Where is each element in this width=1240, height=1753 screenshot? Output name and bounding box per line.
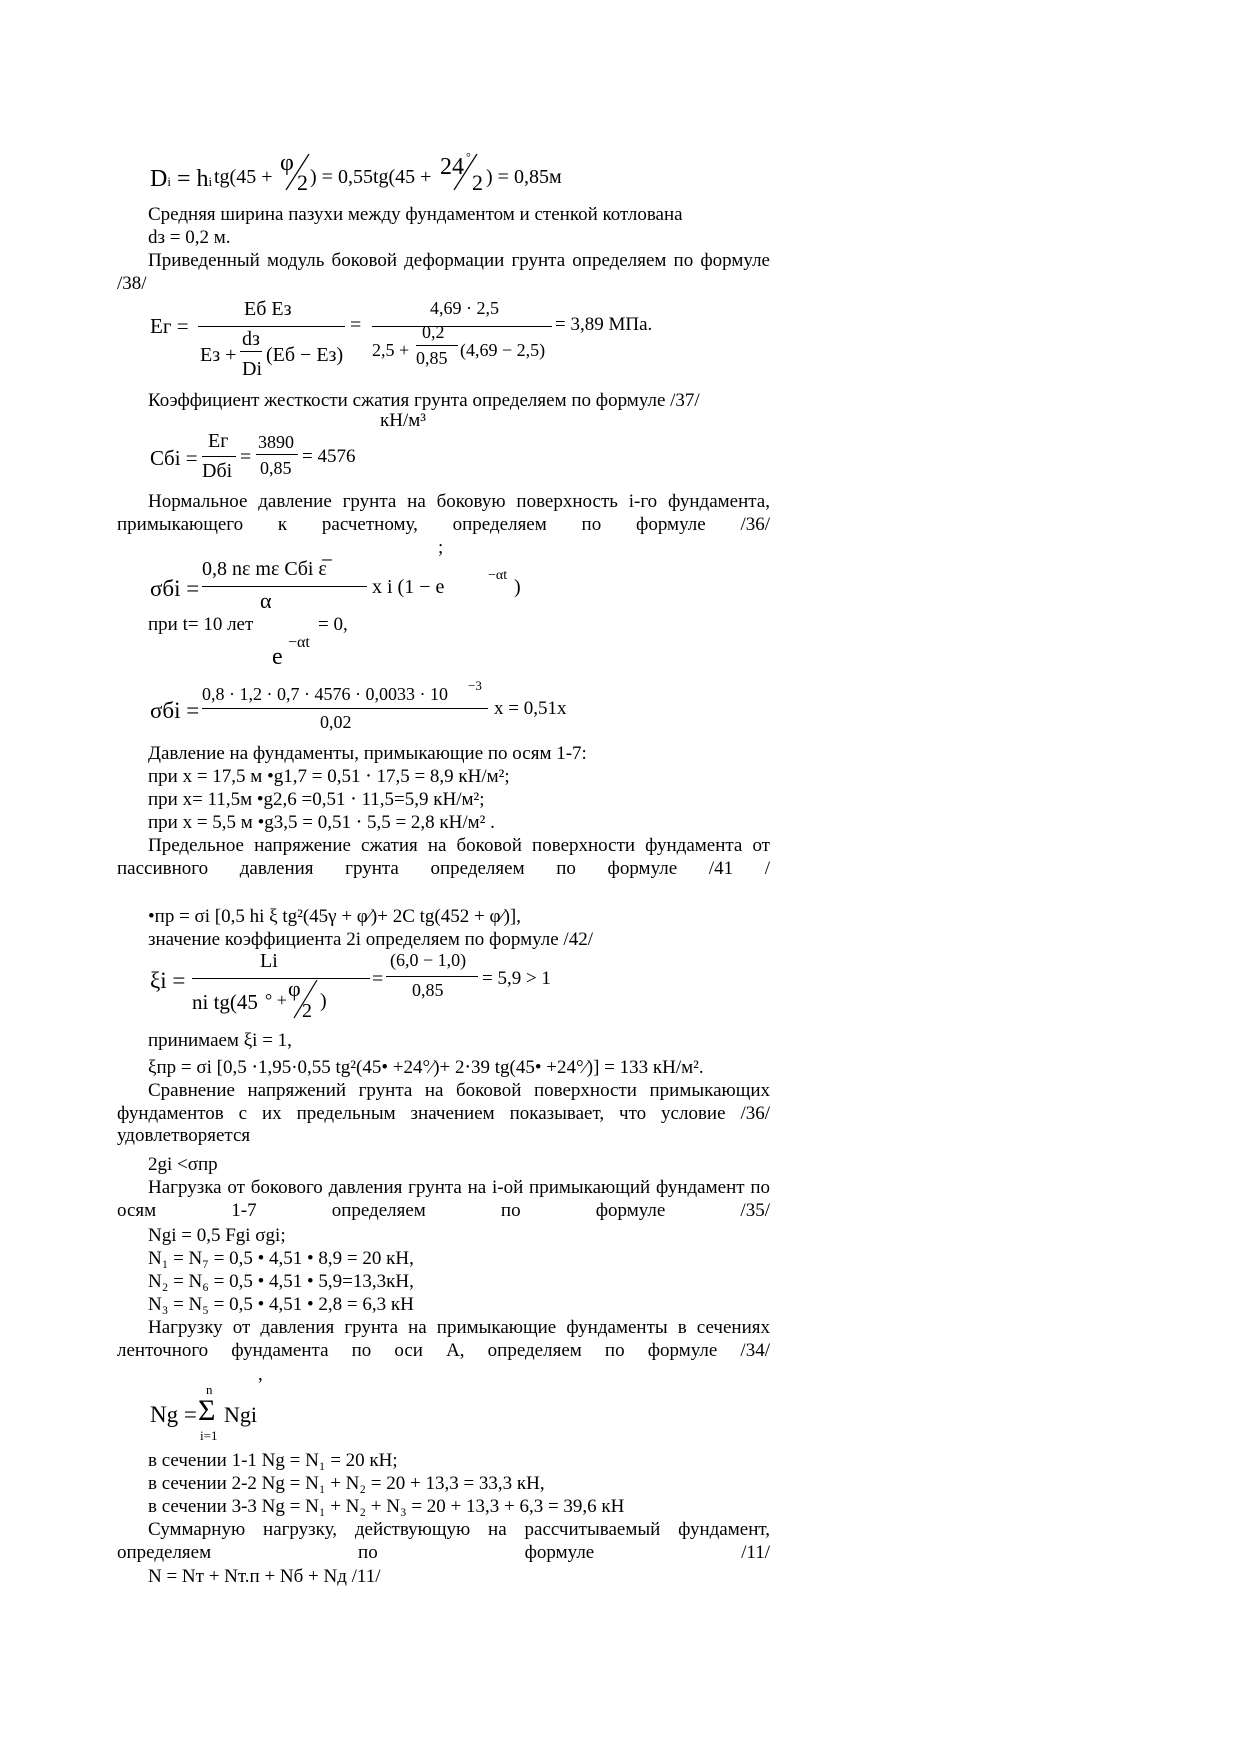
paragraph: Нормальное давление грунта на боковую поверхность i-го фундамента, примыкающего к расчетному, определяем по формуле /36/ xyxy=(117,491,770,535)
paragraph: Сравнение напряжений грунта на боковой поверхности примыкающих фундаментов с их предельным значением показывает, что условие /36/ удовлетворяется xyxy=(117,1080,770,1146)
formula-line: N = Nт + Nт.п + Nб + Nд /11/ xyxy=(148,1566,381,1587)
formula-line: в сечении 2-2 Ng = N₁ + N₂ = 20 + 13,3 = 33,3 кН, xyxy=(148,1473,545,1494)
paragraph: Предельное напряжение сжатия на боковой поверхности фундамента от пассивного давления грунта определяем по формуле /41 / xyxy=(117,835,770,879)
formula-sigma-bi-value: σбi = 0,8 · 1,2 · 0,7 · 4576 · 0,0033 · 10 −3 0,02 x = 0,51x xyxy=(150,678,567,732)
punctuation: ; xyxy=(438,537,444,558)
paragraph: значение коэффициента 2i определяем по формуле /42/ xyxy=(148,929,593,950)
paragraph: Нагрузку от давления грунта на примыкающие фундаменты в сечениях ленточного фундамента по оси А, определяем по формуле /34/ xyxy=(117,1317,770,1361)
punctuation: , xyxy=(258,1364,263,1385)
exp-term: e xyxy=(272,644,283,670)
condition: 2gi <σпр xyxy=(148,1154,218,1175)
formula-sigma-bi: σбi = 0,8 nε mε Cбi ε̅ α x i (1 − e −αt ) xyxy=(150,558,521,613)
list-item: при х= 11,5м •g2,6 =0,51 ⋅ 11,5=5,9 кН/м²; xyxy=(148,789,485,810)
formula-line: N₃ = N₅ = 0,5 • 4,51 • 2,8 = 6,3 кН xyxy=(148,1294,414,1315)
formula-er: Eг = Eб Eз Eз + dз Di (Eб − Eз) = 4,69 · 2,5 2,5 + 0,2 0,85 (4,69 − 2,5) = 3,89 МПа. xyxy=(150,298,653,380)
formula-line: в сечении 1-1 Ng = N₁ = 20 кН; xyxy=(148,1450,398,1471)
formula-line: в сечении 3-3 Ng = N₁ + N₂ + N₃ = 20 + 13,3 + 6,3 = 39,6 кН xyxy=(148,1496,625,1517)
paragraph: dз = 0,2 м. xyxy=(148,227,231,248)
paragraph: принимаем ξi = 1, xyxy=(148,1030,292,1051)
formula-line: N₁ = N₇ = 0,5 • 4,51 • 8,9 = 20 кН, xyxy=(148,1248,414,1269)
formula-ng: Ng = n Σ i=1 Ngi xyxy=(150,1382,257,1443)
formula-line: Ngi = 0,5 Fgi σgi; xyxy=(148,1225,286,1246)
paragraph: Суммарную нагрузку, действующую на рассчитываемый фундамент, определяем по формуле /11/ xyxy=(117,1519,770,1563)
formula-line: N₂ = N₆ = 0,5 • 4,51 • 5,9=13,3кН, xyxy=(148,1271,414,1292)
paragraph: при t= 10 лет xyxy=(148,614,254,635)
formula-di: Di = hi tg(45 + φ 2 ) = 0,55tg(45 + 24 ° 2 ) = 0,85м xyxy=(150,150,562,195)
paragraph: Коэффициент жесткости сжатия грунта определяем по формуле /37/ xyxy=(148,390,700,411)
paragraph: Давление на фундаменты, примыкающие по осям 1-7: xyxy=(148,743,587,764)
exp-power: −αt xyxy=(288,634,310,651)
paragraph: Приведенный модуль боковой деформации грунта определяем по формуле /38/ xyxy=(117,250,770,294)
list-item: при х = 17,5 м •g1,7 = 0,51 ⋅ 17,5 = 8,9 кН/м²; xyxy=(148,766,510,787)
formula-xi-pr: ξпр = σi [0,5 ⋅1,95·0,55 tg²(45• +24°⁄)+ 2⋅39 tg(45• +24°⁄)] = 133 кН/м². xyxy=(148,1057,704,1078)
paragraph: = 0, xyxy=(318,614,348,635)
list-item: при х = 5,5 м •g3,5 = 0,51 ⋅ 5,5 = 2,8 кН/м² . xyxy=(148,812,495,833)
paragraph: Нагрузка от бокового давления грунта на i-ой примыкающий фундамент по осям 1-7 определяем по формуле /35/ xyxy=(117,1177,770,1221)
formula-xi: ξi = Li ni tg(45 ° + φ 2 ) = (6,0 − 1,0) 0,85 = 5,9 > 1 xyxy=(150,950,551,1022)
formula-cbi: Cбi = Eг Dбi = 3890 0,85 = 4576 xyxy=(150,430,356,482)
paragraph: Средняя ширина пазухи между фундаментом и стенкой котлована xyxy=(148,204,683,225)
unit: кН/м³ xyxy=(380,410,426,431)
formula-sigma-pr: •пр = σi [0,5 hi ξ tg²(45γ + φ⁄)+ 2C tg(452 + φ⁄)], xyxy=(148,906,522,927)
